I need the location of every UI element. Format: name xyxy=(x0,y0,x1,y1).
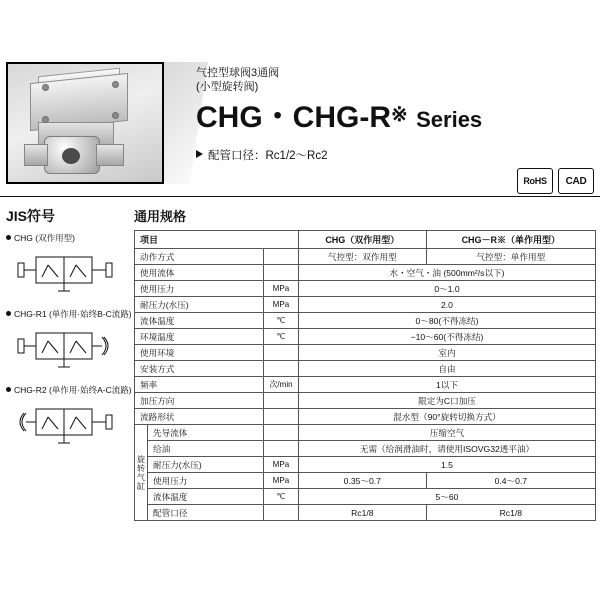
row-unit: MPa xyxy=(264,281,299,297)
row-label: 动作方式 xyxy=(135,249,264,265)
row-value: 1.5 xyxy=(299,457,596,473)
jis-label-text: CHG (双作用型) xyxy=(14,233,75,243)
table-row xyxy=(135,249,596,265)
row-label: 频率 xyxy=(135,377,264,393)
table-row xyxy=(135,297,596,313)
spec-table xyxy=(134,230,596,521)
col-chg: CHG（双作用型） xyxy=(299,231,427,249)
row-unit: MPa xyxy=(264,297,299,313)
row-unit xyxy=(264,393,299,409)
jis-label-text: CHG-R2 (单作用·始终A-C流路) xyxy=(14,385,132,395)
row-value-chgr: 0.4～0.7 xyxy=(426,473,595,489)
row-unit: ℃ xyxy=(264,329,299,345)
table-row xyxy=(135,505,596,521)
table-row xyxy=(135,441,596,457)
row-unit xyxy=(264,361,299,377)
table-row xyxy=(135,393,596,409)
cad-badge: CAD xyxy=(558,168,594,194)
row-label: 加压方向 xyxy=(135,393,264,409)
row-value: 5～60 xyxy=(299,489,596,505)
row-unit xyxy=(264,345,299,361)
page-title-asterisk: ※ xyxy=(391,104,408,126)
jis-item-label xyxy=(6,384,132,396)
row-unit: MPa xyxy=(264,473,299,489)
table-row xyxy=(135,345,596,361)
bullet-dot-icon xyxy=(6,387,11,392)
row-value: 无需（给润滑油时，请使用ISOVG32透平油） xyxy=(299,441,596,457)
table-row xyxy=(135,425,596,441)
jis-item-label xyxy=(6,308,132,320)
spec-section xyxy=(134,206,596,521)
row-label: 使用压力 xyxy=(148,473,264,489)
row-unit xyxy=(264,505,299,521)
table-row xyxy=(135,281,596,297)
page-title xyxy=(196,98,596,137)
row-label: 使用环境 xyxy=(135,345,264,361)
row-value-chg: 气控型：双作用型 xyxy=(299,249,427,265)
row-unit xyxy=(264,265,299,281)
row-value: 限定为C口加压 xyxy=(299,393,596,409)
jis-item-chg xyxy=(6,232,126,304)
rohs-badge: RoHS xyxy=(517,168,553,194)
jis-item-chg-r2 xyxy=(6,384,132,456)
header-subtitle-2: (小型旋转阀) xyxy=(196,81,259,93)
row-value: 室内 xyxy=(299,345,596,361)
row-value: 压缩空气 xyxy=(299,425,596,441)
row-unit xyxy=(264,441,299,457)
product-photo xyxy=(6,62,164,184)
rotary-cylinder-group-label: 旋 转 气 缸 xyxy=(135,425,148,521)
row-label: 先导流体 xyxy=(148,425,264,441)
header-bullet xyxy=(196,147,596,163)
table-header-row xyxy=(135,231,596,249)
row-value: −10～60(不得冻结) xyxy=(299,329,596,345)
screw-icon xyxy=(112,81,119,88)
page-header xyxy=(0,0,600,187)
page-title-main: CHG・CHG-R xyxy=(196,101,391,134)
table-row xyxy=(135,473,596,489)
header-bullet-label: 配管口径：Rc1/2～Rc2 xyxy=(208,150,328,162)
row-label: 安装方式 xyxy=(135,361,264,377)
col-chg-r: CHG－R※（单作用型） xyxy=(426,231,595,249)
header-subtitle-1: 气控型球阀3通阀 xyxy=(196,67,280,79)
row-value: 混水型（90°旋转切换方式） xyxy=(299,409,596,425)
valve-port-right xyxy=(96,144,124,166)
bullet-dot-icon xyxy=(6,311,11,316)
product-photo-image xyxy=(8,64,162,182)
header-text-block xyxy=(196,66,596,163)
jis-symbol-section xyxy=(6,206,132,460)
row-label: 耐压力(水压) xyxy=(148,457,264,473)
table-row xyxy=(135,313,596,329)
table-row xyxy=(135,265,596,281)
row-label: 配管口径 xyxy=(148,505,264,521)
row-label: 环境温度 xyxy=(135,329,264,345)
row-value: 1以下 xyxy=(299,377,596,393)
jis-label-text: CHG-R1 (单作用·始终B-C流路) xyxy=(14,309,132,319)
screw-icon xyxy=(42,116,49,123)
jis-section-title: JIS符号 xyxy=(6,208,56,224)
col-item: 项目 xyxy=(135,231,299,249)
jis-item-chg-r1 xyxy=(6,308,132,380)
row-value: 2.0 xyxy=(299,297,596,313)
badge-group xyxy=(517,168,594,194)
row-label: 流路形状 xyxy=(135,409,264,425)
table-row xyxy=(135,329,596,345)
spec-section-title: 通用规格 xyxy=(134,209,187,224)
table-row xyxy=(135,457,596,473)
row-value: 自由 xyxy=(299,361,596,377)
triangle-bullet-icon xyxy=(196,150,203,158)
row-value: 0～80(不得冻结) xyxy=(299,313,596,329)
valve-port-left xyxy=(24,144,48,166)
row-unit xyxy=(264,409,299,425)
screw-icon xyxy=(42,84,49,91)
table-row xyxy=(135,377,596,393)
jis-symbol-diagram-chg xyxy=(14,247,116,293)
screw-icon xyxy=(112,112,119,119)
table-row xyxy=(135,409,596,425)
row-value-chg: 0.35～0.7 xyxy=(299,473,427,489)
row-unit: MPa xyxy=(264,457,299,473)
row-label: 流体温度 xyxy=(135,313,264,329)
row-unit: ℃ xyxy=(264,489,299,505)
row-unit: ℃ xyxy=(264,313,299,329)
jis-item-label xyxy=(6,232,126,244)
row-label: 耐压力(水压) xyxy=(135,297,264,313)
row-value: 水・空气・油 (500mm²/s以下) xyxy=(299,265,596,281)
row-value: 0～1.0 xyxy=(299,281,596,297)
row-label: 流体温度 xyxy=(148,489,264,505)
row-value-chgr: 气控型：单作用型 xyxy=(426,249,595,265)
row-label: 给油 xyxy=(148,441,264,457)
row-label: 使用流体 xyxy=(135,265,264,281)
table-row xyxy=(135,489,596,505)
row-unit xyxy=(264,425,299,441)
valve-bore xyxy=(62,148,80,164)
row-label: 使用压力 xyxy=(135,281,264,297)
row-unit: 次/min xyxy=(264,377,299,393)
row-value-chgr: Rc1/8 xyxy=(426,505,595,521)
bullet-dot-icon xyxy=(6,235,11,240)
row-value-chg: Rc1/8 xyxy=(299,505,427,521)
row-unit xyxy=(264,249,299,265)
table-row xyxy=(135,361,596,377)
header-divider xyxy=(0,196,600,197)
jis-symbol-diagram-chg-r2 xyxy=(14,399,116,445)
page-title-series: Series xyxy=(416,107,483,132)
jis-symbol-diagram-chg-r1 xyxy=(14,323,116,369)
